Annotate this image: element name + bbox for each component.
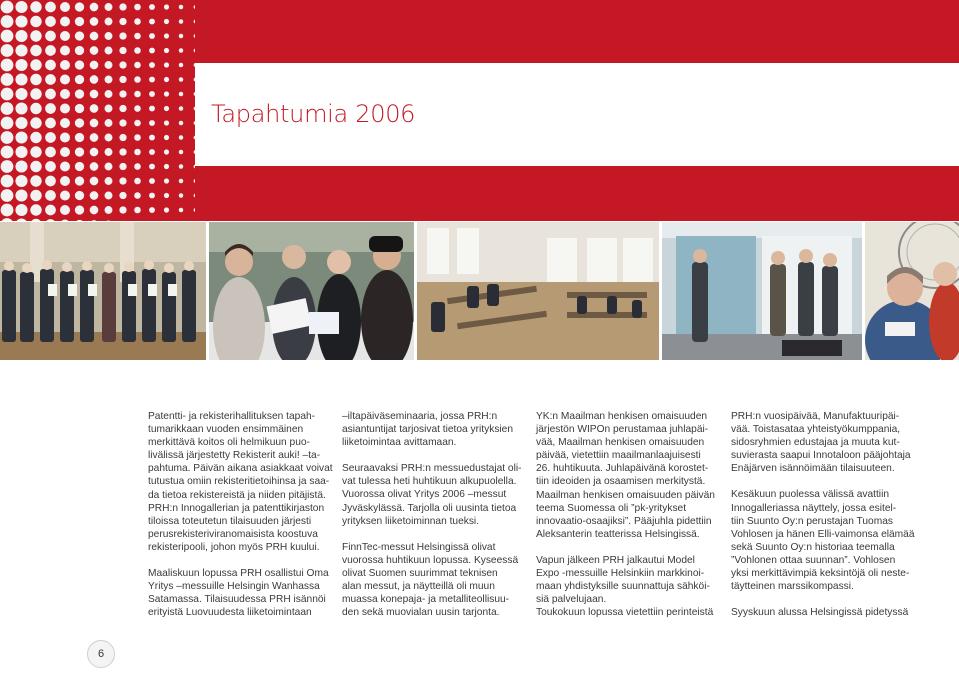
pattern-dot <box>164 120 169 125</box>
pattern-dot <box>164 33 169 38</box>
pattern-dot <box>164 178 169 183</box>
paragraph: Maaliskuun lopussa PRH osallistui Oma Yritys –messuille Helsingin Wanhassa Satamassa. Tilaisuudessa PRH isännöi erityistä Luovuudesta liiketoimintaan <box>148 568 329 619</box>
pattern-dot <box>60 89 70 99</box>
pattern-dot <box>75 89 84 98</box>
pattern-dot <box>30 30 41 41</box>
pattern-dot <box>60 219 70 221</box>
pattern-dot <box>45 74 56 85</box>
pattern-dot <box>15 44 27 56</box>
pattern-dot <box>149 19 155 25</box>
pattern-dot <box>30 16 41 27</box>
pattern-dot <box>75 162 84 171</box>
pattern-dot <box>45 16 56 27</box>
paragraph: Seuraavaksi PRH:n messuedustajat oli- vat tulessa heti huhtikuun alkupuolella. Vuorossa olivat Yritys 2006 –messut Jyväskylässä. Tarjolla oli uusinta tietoa yrityksen liiketoiminnan tueksi. <box>342 463 522 527</box>
pattern-dot <box>105 32 113 40</box>
pattern-dot <box>15 59 27 71</box>
pattern-dot <box>45 118 56 129</box>
pattern-dot <box>1 175 14 188</box>
pattern-dot <box>30 190 41 201</box>
pattern-dot <box>75 46 84 55</box>
pattern-dot <box>105 3 113 11</box>
pattern-dot <box>15 146 27 158</box>
pattern-dot <box>1 131 14 144</box>
pattern-dot <box>179 193 183 197</box>
pattern-dot <box>105 148 113 156</box>
pattern-dot <box>60 118 70 128</box>
pattern-dot <box>75 205 84 214</box>
pattern-dot <box>134 33 141 40</box>
pattern-dot <box>45 89 56 100</box>
pattern-dot <box>60 103 70 113</box>
pattern-dot <box>119 3 126 10</box>
pattern-dot <box>75 176 84 185</box>
pattern-dot <box>30 219 41 221</box>
pattern-dot <box>15 204 27 216</box>
pattern-dot <box>1 15 14 28</box>
pattern-dot <box>179 34 183 38</box>
pattern-dot <box>15 73 27 85</box>
dot-pattern <box>0 0 220 221</box>
pattern-dot <box>105 177 113 185</box>
pattern-dot <box>164 91 169 96</box>
pattern-dot <box>90 3 99 12</box>
pattern-dot <box>134 163 141 170</box>
pattern-dot <box>119 206 126 213</box>
pattern-dot <box>179 208 183 212</box>
pattern-dot <box>90 220 99 221</box>
pattern-dot <box>179 164 183 168</box>
pattern-dot <box>75 75 84 84</box>
pattern-dot <box>119 90 126 97</box>
pattern-dot <box>149 62 155 68</box>
pattern-dot <box>164 77 169 82</box>
pattern-dot <box>134 105 141 112</box>
pattern-dot <box>60 147 70 157</box>
pattern-dot <box>134 62 141 69</box>
pattern-dot <box>164 19 169 24</box>
page-number: 6 <box>87 640 115 668</box>
pattern-dot <box>30 45 41 56</box>
pattern-dot <box>30 204 41 215</box>
pattern-dot <box>1 218 14 221</box>
pattern-dot <box>45 45 56 56</box>
pattern-dot <box>105 90 113 98</box>
pattern-dot <box>179 77 183 81</box>
pattern-dot <box>1 146 14 159</box>
pattern-dot <box>75 17 84 26</box>
pattern-dot <box>75 133 84 142</box>
pattern-dot <box>149 135 155 141</box>
pattern-dot <box>134 178 141 185</box>
pattern-dot <box>179 63 183 67</box>
pattern-dot <box>105 134 113 142</box>
pattern-dot <box>60 132 70 142</box>
pattern-dot <box>179 106 183 110</box>
paragraph: PRH:n vuosipäivää, Manufaktuuripäi- vää. Toistasataa yhteistyökumppania, sidosryhmien edustajaa ja muuta kut- suvierasta saapui Innotaloon pääjohtaja Enäjärven isännöimään tilaisuuteen. <box>731 411 911 475</box>
pattern-dot <box>134 120 141 127</box>
pattern-dot <box>105 18 113 26</box>
pattern-dot <box>134 91 141 98</box>
pattern-dot <box>1 102 14 115</box>
pattern-dot <box>119 134 126 141</box>
pattern-dot <box>90 32 99 41</box>
pattern-dot <box>1 88 14 101</box>
text-column-3 <box>536 410 716 632</box>
pattern-dot <box>134 47 141 54</box>
pattern-dot <box>15 175 27 187</box>
pattern-dot <box>90 133 99 142</box>
pattern-dot <box>90 90 99 99</box>
photo-seminar-hall <box>417 222 659 360</box>
text-column-4 <box>731 410 921 632</box>
pattern-dot <box>90 61 99 70</box>
pattern-dot <box>90 46 99 55</box>
pattern-dot <box>119 148 126 155</box>
pattern-dot <box>60 190 70 200</box>
pattern-dot <box>45 2 56 13</box>
pattern-dot <box>1 117 14 130</box>
photo-portrait-women <box>865 222 959 360</box>
pattern-dot <box>90 75 99 84</box>
pattern-dot <box>164 135 169 140</box>
pattern-dot <box>164 62 169 67</box>
pattern-dot <box>15 131 27 143</box>
pattern-dot <box>90 206 99 215</box>
pattern-dot <box>119 177 126 184</box>
pattern-dot <box>119 18 126 25</box>
pattern-dot <box>164 48 169 53</box>
pattern-dot <box>105 61 113 69</box>
pattern-dot <box>45 103 56 114</box>
pattern-dot <box>179 150 183 154</box>
pattern-dot <box>134 192 141 199</box>
pattern-dot <box>149 178 155 184</box>
pattern-dot <box>15 117 27 129</box>
pattern-dot <box>179 5 183 9</box>
photo-award-ceremony <box>0 222 206 360</box>
pattern-dot <box>15 1 27 13</box>
pattern-dot <box>179 179 183 183</box>
pattern-dot <box>75 220 84 221</box>
pattern-dot <box>45 205 56 216</box>
paragraph: Syyskuun alussa Helsingissä pidetyssä <box>731 607 909 619</box>
pattern-dot <box>1 73 14 86</box>
pattern-dot <box>60 176 70 186</box>
pattern-dot <box>134 4 141 11</box>
text-column-1 <box>148 410 333 632</box>
pattern-dot <box>134 207 141 214</box>
pattern-dot <box>90 119 99 128</box>
pattern-dot <box>105 76 113 84</box>
pattern-dot <box>75 191 84 200</box>
pattern-dot <box>1 30 14 43</box>
pattern-dot <box>90 162 99 171</box>
pattern-dot <box>164 164 169 169</box>
pattern-dot <box>75 104 84 113</box>
pattern-dot <box>15 88 27 100</box>
pattern-dot <box>60 60 70 70</box>
pattern-dot <box>45 147 56 158</box>
pattern-dot <box>60 2 70 12</box>
pattern-dot <box>119 32 126 39</box>
pattern-dot <box>119 119 126 126</box>
pattern-dot <box>149 33 155 39</box>
pattern-dot <box>1 189 14 202</box>
pattern-dot <box>149 77 155 83</box>
pattern-dot <box>1 204 14 217</box>
pattern-dot <box>75 118 84 127</box>
pattern-dot <box>149 193 155 199</box>
paragraph: YK:n Maailman henkisen omaisuuden järjestön WIPOn perustamaa juhlapäi- vää, Maailman henkisen omaisuuden päivää, vietettiin maailmanlaajuisesti 26. huhtikuuta. Juhlapäivänä korostet- tiin ideoiden ja osaamisen merkitystä. Maailman henkisen omaisuuden päivän teema Suomessa oli ”pk-yritykset innovaatio-osaajiksi”. Pääjuhla pidettiin Aleksanterin teatterissa Helsingissä. <box>536 411 715 540</box>
pattern-dot <box>105 192 113 200</box>
pattern-dot <box>45 161 56 172</box>
pattern-dot <box>164 193 169 198</box>
pattern-dot <box>164 207 169 212</box>
pattern-dot <box>30 146 41 157</box>
pattern-dot <box>119 163 126 170</box>
pattern-dot <box>30 74 41 85</box>
pattern-dot <box>164 149 169 154</box>
pattern-dot <box>149 91 155 97</box>
pattern-dot <box>15 189 27 201</box>
pattern-dot <box>60 205 70 215</box>
page-title: Tapahtumia 2006 <box>211 100 416 128</box>
pattern-dot <box>30 103 41 114</box>
photo-info-stand <box>209 222 414 360</box>
pattern-dot <box>149 164 155 170</box>
pattern-dot <box>164 4 169 9</box>
pattern-dot <box>30 59 41 70</box>
pattern-dot <box>1 1 14 14</box>
pattern-dot <box>179 92 183 96</box>
pattern-dot <box>45 176 56 187</box>
pattern-dot <box>30 175 41 186</box>
pattern-dot <box>45 60 56 71</box>
pattern-dot <box>60 16 70 26</box>
pattern-dot <box>1 44 14 57</box>
pattern-dot <box>90 148 99 157</box>
pattern-dot <box>60 161 70 171</box>
pattern-dot <box>179 135 183 139</box>
pattern-dot <box>149 207 155 213</box>
pattern-dot <box>179 19 183 23</box>
pattern-dot <box>15 218 27 221</box>
pattern-dot <box>30 161 41 172</box>
paragraph: Vapun jälkeen PRH jalkautui Model Expo -messuille Helsinkiin markkinoi- maan yhdistyksille suunnattuja sähköi- siä palvelujaan. Toukokuun lopussa vietettiin perinteistä <box>536 554 714 619</box>
pattern-dot <box>45 132 56 143</box>
pattern-dot <box>90 104 99 113</box>
pattern-dot <box>75 31 84 40</box>
pattern-dot <box>60 31 70 41</box>
pattern-dot <box>119 105 126 112</box>
paragraph: Patentti- ja rekisterihallituksen tapah- tumarikkaan vuoden ensimmäinen merkittävä koitos oli helmikuun puo- livälissä järjestetty Rekisterit auki! –ta- pahtuma. Päivän aikana asiakkaat voivat tutustua omiin rekisteritietoihinsa ja saa- da tietoa rekistereistä ja niiden pitäjistä. PRH:n Innogallerian ja patenttikirjaston tiloissa toteutetun tilaisuuden järjesti perusrekisteriviranomaisista koostuva rekisteripooli, johon myös PRH kuului. <box>148 411 333 553</box>
pattern-dot <box>179 121 183 125</box>
pattern-dot <box>90 177 99 186</box>
paragraph: Kesäkuun puolessa välissä avattiin Innogalleriassa näyttely, jossa esitel- tiin Suunto Oy:n perustajan Tuomas Vohlosen ja hänen Elli-vaimonsa elämää sekä Suunto Oy:n historiaa teemalla ”Vohlonen ottaa suunnan”. Vohlosen yksi merkittävimpiä keksintöjä oli neste- täytteinen marssikompassi. <box>731 489 915 593</box>
pattern-dot <box>75 2 84 11</box>
pattern-dot <box>105 206 113 214</box>
pattern-dot <box>75 147 84 156</box>
pattern-dot <box>149 120 155 126</box>
paragraph: –iltapäiväseminaaria, jossa PRH:n asiantuntijat tarjosivat tietoa yrityksien liiketoimintaa avittamaan. <box>342 411 514 449</box>
pattern-dot <box>1 160 14 173</box>
pattern-dot <box>45 190 56 201</box>
pattern-dot <box>30 1 41 12</box>
pattern-dot <box>30 117 41 128</box>
pattern-dot <box>15 15 27 27</box>
pattern-dot <box>119 61 126 68</box>
paragraph: FinnTec-messut Helsingissä olivat vuorossa huhtikuun lopussa. Kyseessä olivat Suomen suurimmat teknisen alan messut, ja näytteillä oli muun muassa konepaja- ja metalliteollisuu- den sekä muovialan uusin tarjonta. <box>342 541 519 619</box>
pattern-dot <box>134 134 141 141</box>
text-column-2 <box>342 410 522 632</box>
pattern-dot <box>149 106 155 112</box>
pattern-dot <box>134 18 141 25</box>
pattern-dot <box>179 48 183 52</box>
pattern-dot <box>90 17 99 26</box>
pattern-dot <box>105 163 113 171</box>
pattern-dot <box>30 88 41 99</box>
pattern-dot <box>149 48 155 54</box>
pattern-dot <box>149 149 155 155</box>
pattern-dot <box>15 30 27 42</box>
pattern-dot <box>164 106 169 111</box>
pattern-dot <box>90 191 99 200</box>
pattern-dot <box>30 132 41 143</box>
pattern-dot <box>119 192 126 199</box>
pattern-dot <box>105 105 113 113</box>
pattern-dot <box>60 74 70 84</box>
pattern-dot <box>105 47 113 55</box>
photo-exhibition-booth <box>662 222 862 360</box>
pattern-dot <box>119 76 126 83</box>
pattern-dot <box>15 160 27 172</box>
pattern-dot <box>134 76 141 83</box>
pattern-dot <box>1 59 14 72</box>
pattern-dot <box>105 119 113 127</box>
pattern-dot <box>15 102 27 114</box>
pattern-dot <box>75 60 84 69</box>
pattern-dot <box>149 4 155 10</box>
pattern-dot <box>119 47 126 54</box>
pattern-dot <box>134 149 141 156</box>
pattern-dot <box>45 31 56 42</box>
pattern-dot <box>45 219 56 221</box>
pattern-dot <box>60 45 70 55</box>
